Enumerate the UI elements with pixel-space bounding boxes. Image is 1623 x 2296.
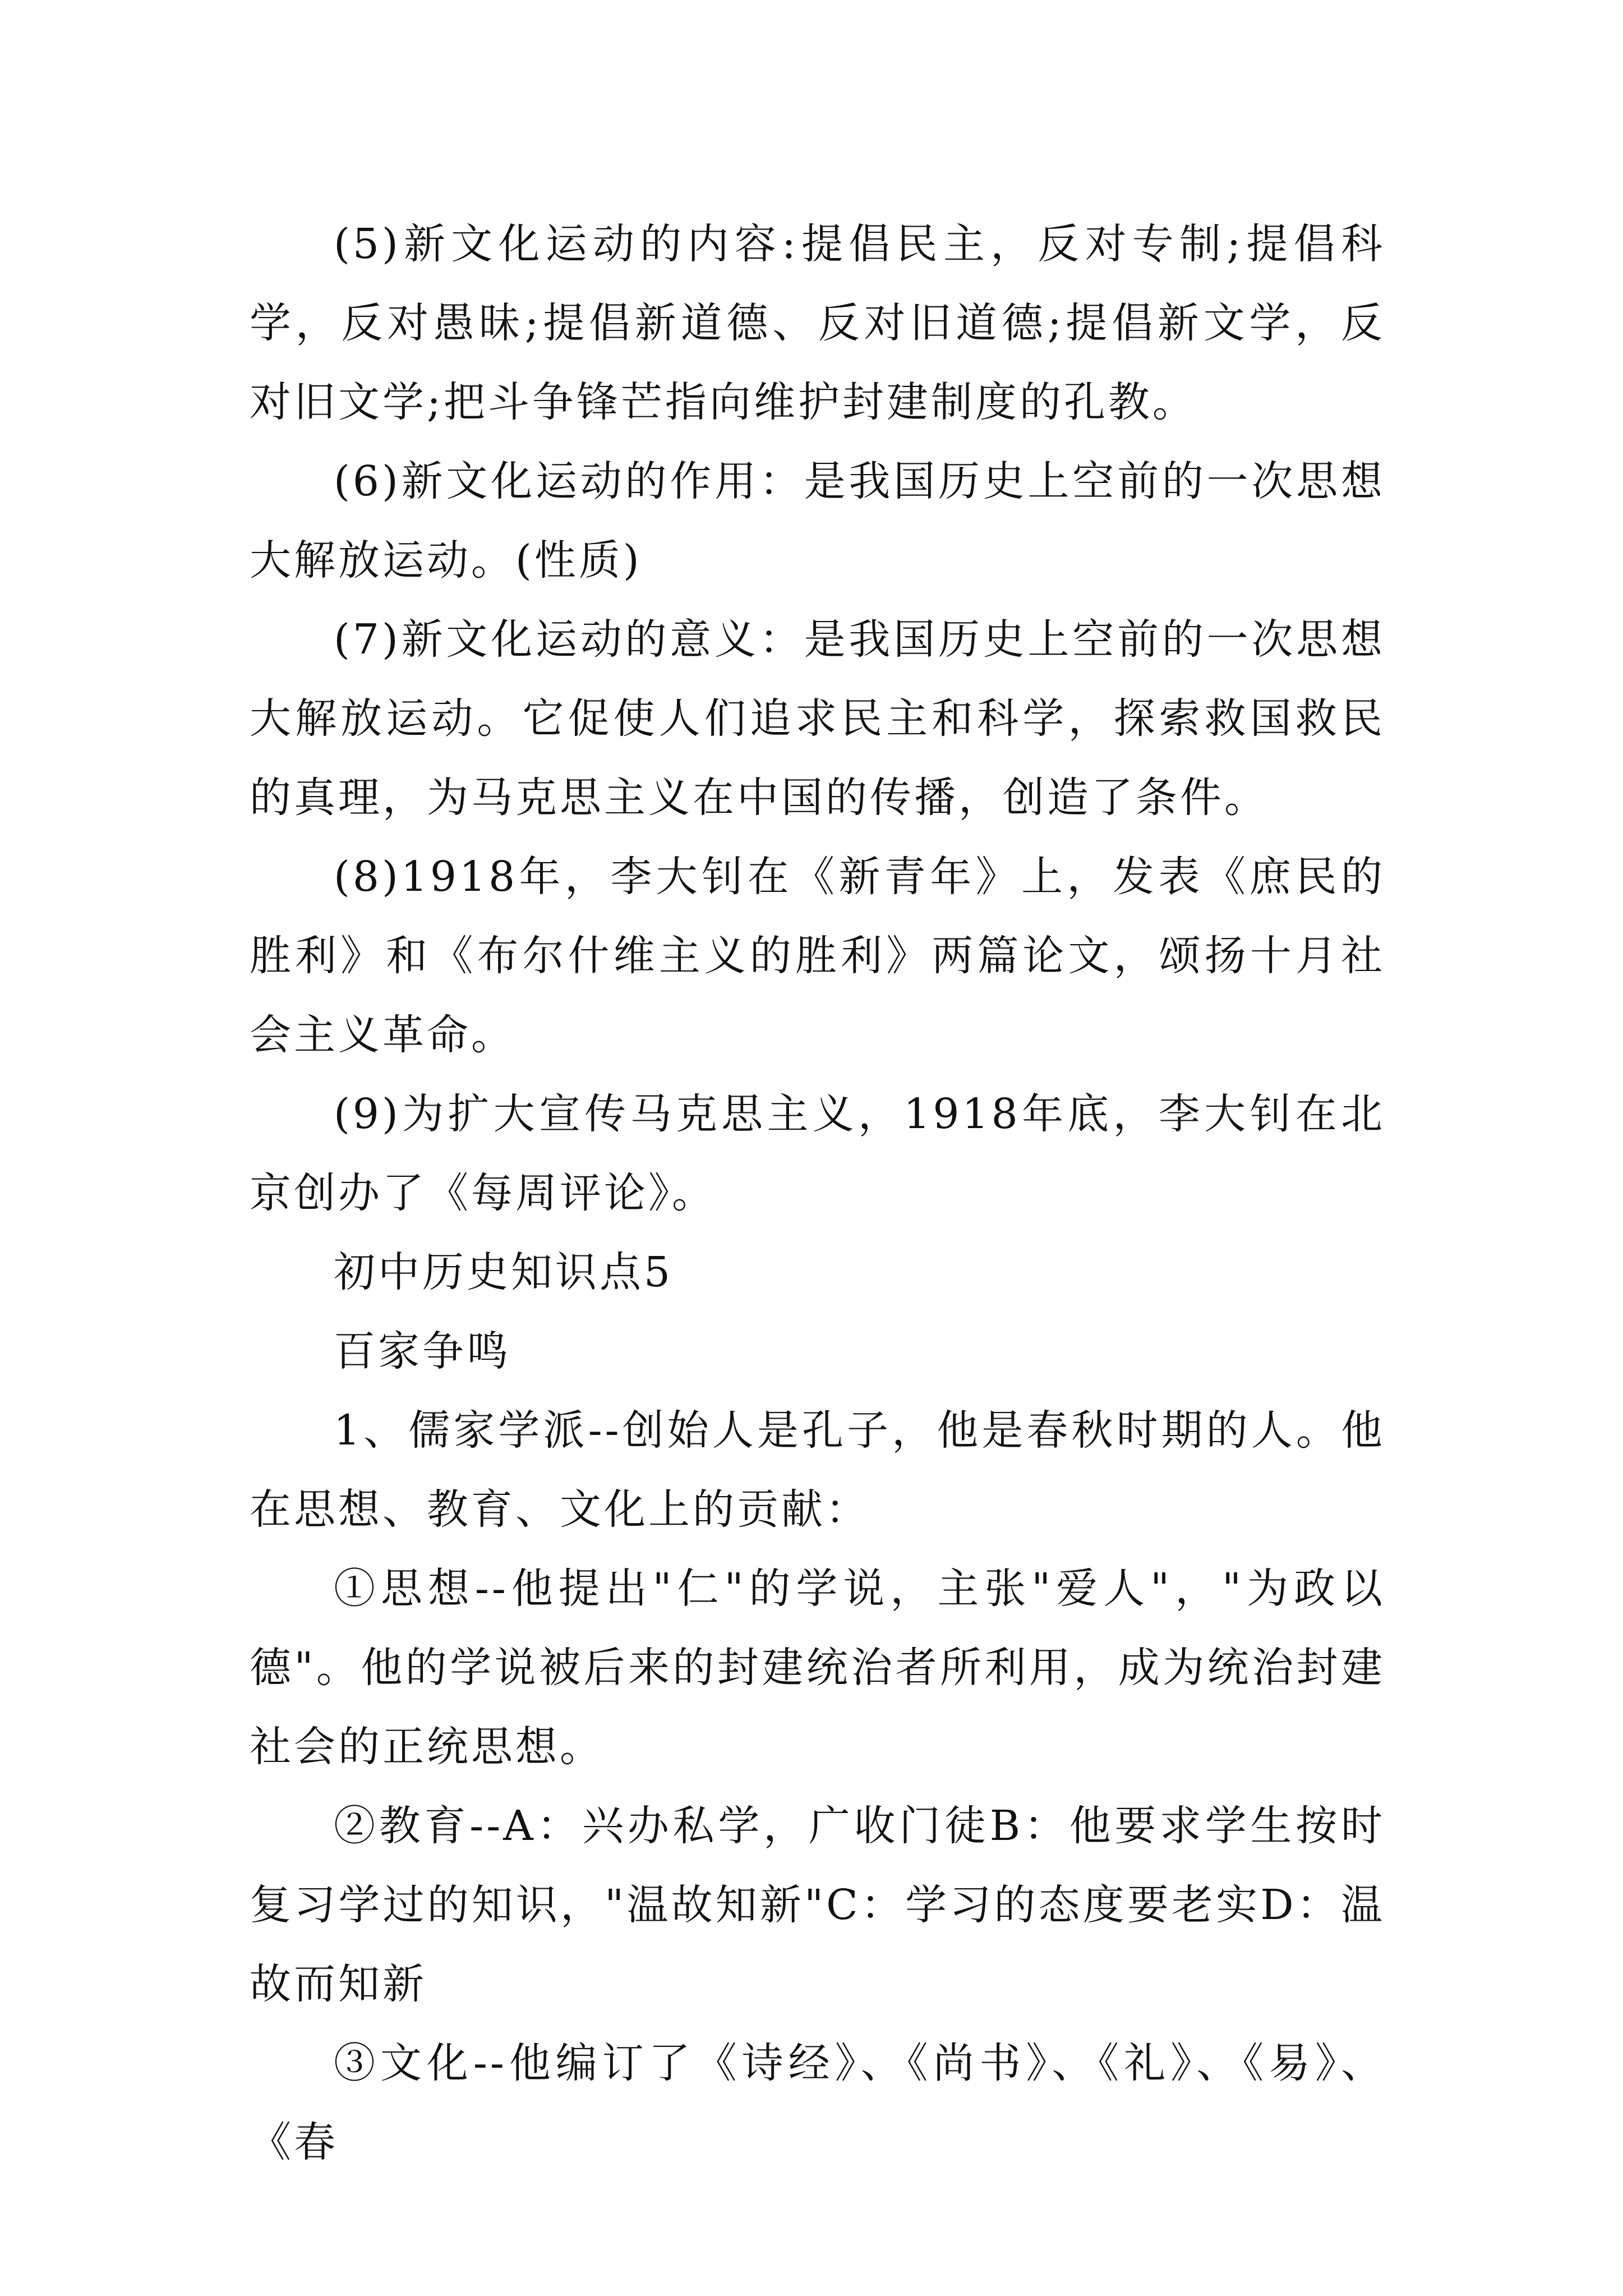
paragraph-8-li-dazhao-1918: (8)1918年，李大钊在《新青年》上，发表《庶民的胜利》和《布尔什维主义的胜利》两篇论文，颂扬十月社会主义革命。 <box>250 853 1385 1059</box>
paragraph-confucius-thought: ①思想--他提出"仁"的学说，主张"爱人"，"为政以德"。他的学说被后来的封建统治者所利用，成为统治封建社会的正统思想。 <box>250 1565 1385 1771</box>
paragraph-5-content: (5)新文化运动的内容:提倡民主，反对专制;提倡科学，反对愚昧;提倡新道德、反对旧道德;提倡新文学，反对旧文学;把斗争锋芒指向维护封建制度的孔教。 <box>250 220 1385 426</box>
paragraph-confucian-school: 1、儒家学派--创始人是孔子，他是春秋时期的人。他在思想、教育、文化上的贡献： <box>250 1406 1385 1534</box>
document-body <box>250 205 1385 2182</box>
paragraph-confucius-culture: ③文化--他编订了《诗经》、《尚书》、《礼》、《易》、《春 <box>250 2039 1385 2166</box>
paragraph-6-role: (6)新文化运动的作用：是我国历史上空前的一次思想大解放运动。(性质) <box>250 457 1385 585</box>
section-heading-knowledge-5: 初中历史知识点5 <box>334 1248 674 1296</box>
section-subheading-hundred-schools: 百家争鸣 <box>334 1327 511 1375</box>
paragraph-7-significance: (7)新文化运动的意义：是我国历史上空前的一次思想大解放运动。它促使人们追求民主和科学，探索救国救民的真理，为马克思主义在中国的传播，创造了条件。 <box>250 615 1385 822</box>
paragraph-confucius-education: ②教育--A：兴办私学，广收门徒B：他要求学生按时复习学过的知识，"温故知新"C：学习的态度要老实D：温故而知新 <box>250 1802 1385 2008</box>
paragraph-9-weekly-review: (9)为扩大宣传马克思主义，1918年底，李大钊在北京创办了《每周评论》。 <box>250 1090 1385 1217</box>
